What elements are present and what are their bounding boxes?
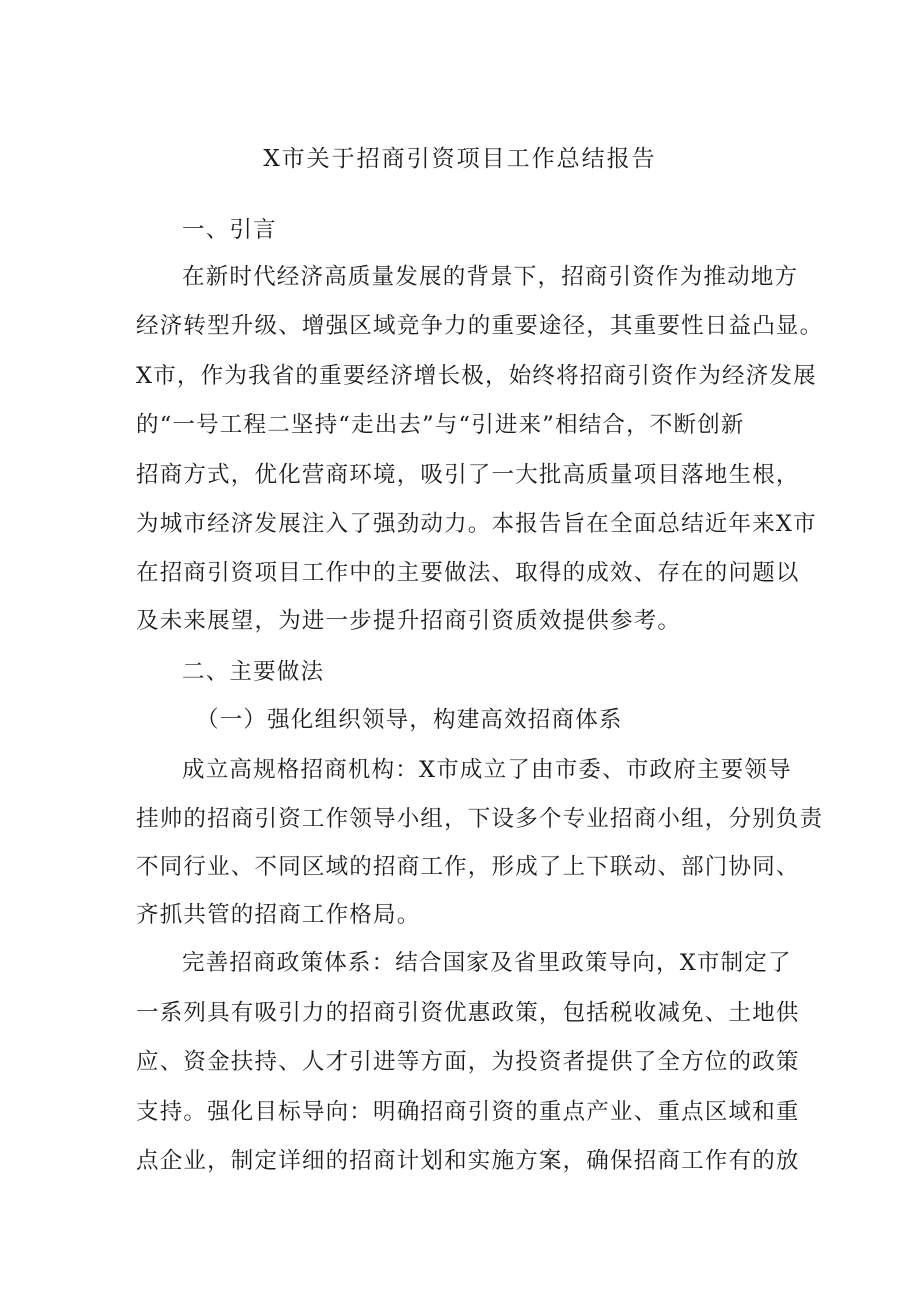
paragraph-line: 齐抓共管的招商工作格局。 (136, 902, 421, 928)
heading-introduction: 一、引言 (182, 217, 277, 243)
paragraph-line: 经济转型升级、增强区域竞争力的重要途径，其重要性日益凸显。 (136, 313, 824, 339)
paragraph-line: 在新时代经济高质量发展的背景下，招商引资作为推动地方 (182, 264, 799, 290)
paragraph-line: 完善招商政策体系：结合国家及省里政策导向，X市制定了 (182, 950, 792, 976)
document-title: X市关于招商引资项目工作总结报告 (263, 146, 657, 172)
paragraph-line: 招商方式，优化营商环境，吸引了一大批高质量项目落地生根， (136, 462, 800, 488)
paragraph-line: 挂帅的招商引资工作领导小组，下设多个专业招商小组，分别负责 (136, 806, 824, 832)
subheading-organization: （一）强化组织领导，构建高效招商体系 (196, 707, 623, 733)
paragraph-line: 支持。强化目标导向：明确招商引资的重点产业、重点区域和重 (136, 1099, 800, 1125)
paragraph-line: 在招商引资项目工作中的主要做法、取得的成效、存在的问题以 (136, 560, 800, 586)
paragraph-line: 及未来展望，为进一步提升招商引资质效提供参考。 (136, 608, 682, 634)
paragraph-line: 的“一号工程二坚持“走出去”与“引进来”相结合，不断创新 (136, 412, 745, 438)
heading-main-practices: 二、主要做法 (182, 659, 325, 685)
paragraph-line: 成立高规格招商机构：X市成立了由市委、市政府主要领导 (182, 757, 792, 783)
paragraph-line: X市，作为我省的重要经济增长极，始终将招商引资作为经济发展 (136, 363, 817, 389)
paragraph-line: 点企业，制定详细的招商计划和实施方案，确保招商工作有的放 (136, 1148, 800, 1174)
paragraph-line: 为城市经济发展注入了强劲动力。本报告旨在全面总结近年来X市 (136, 511, 817, 537)
paragraph-line: 不同行业、不同区域的招商工作，形成了上下联动、部门协同、 (136, 854, 800, 880)
paragraph-line: 应、资金扶持、人才引进等方面，为投资者提供了全方位的政策 (136, 1049, 800, 1075)
paragraph-line: 一系列具有吸引力的招商引资优惠政策，包括税收减免、土地供 (136, 1000, 800, 1026)
